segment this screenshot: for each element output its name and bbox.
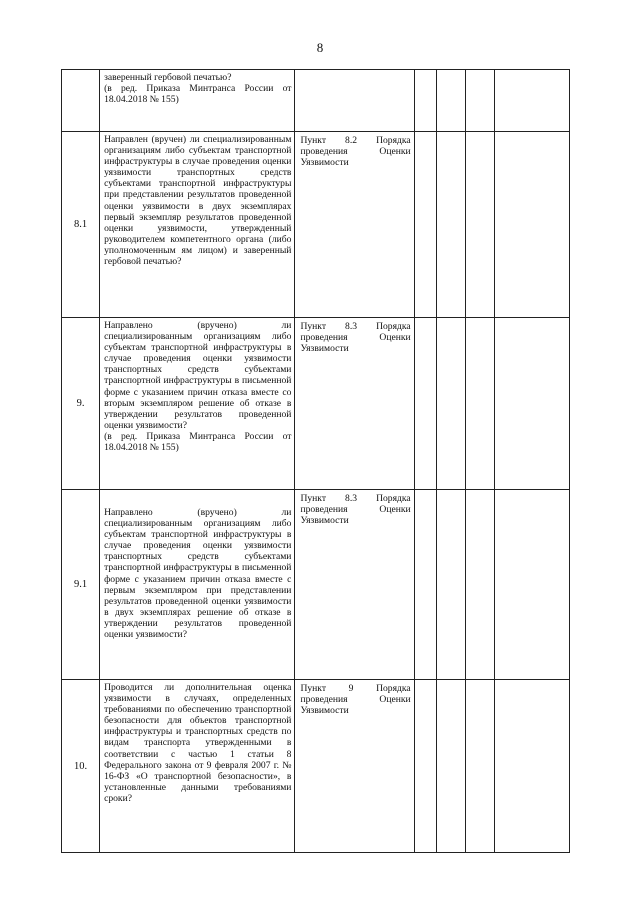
remarks-cell (494, 490, 569, 680)
table-row (62, 132, 570, 318)
answer-yes-cell (414, 680, 436, 853)
item-number: 9. (62, 318, 100, 490)
answer-na-cell (465, 490, 494, 680)
answer-na-cell (465, 318, 494, 490)
reference-text: Пункт 8.3 Порядка проведения Оценки Уязвимости (300, 321, 411, 355)
remarks-cell (494, 318, 569, 490)
answer-na-cell (465, 132, 494, 318)
checklist-table (61, 69, 570, 853)
remarks-cell (494, 70, 569, 132)
answer-na-cell (465, 70, 494, 132)
answer-yes-cell (414, 132, 436, 318)
answer-yes-cell (414, 70, 436, 132)
table-row (62, 318, 570, 490)
question-text: Направлен (вручен) ли специализированным организациям либо субъектам транспортной инфраструктуры в случае проведения оценки уязвимости транспортных средств субъектами транспортной инфраструктуры при представлении результатов проведенной оценки уязвимости в двух экземплярах первый экземпляр результатов проведенной оценки уязвимости, утвержденный руководителем компетентного органа (либо уполномоченным ям лицом) и заверенный гербовой печатью? (104, 134, 292, 268)
question-cell (100, 680, 295, 853)
answer-na-cell (465, 680, 494, 853)
answer-no-cell (436, 490, 465, 680)
reference-cell (295, 132, 414, 318)
remarks-cell (494, 132, 569, 318)
amendment-note: (в ред. Приказа Минтранса России от 18.04.2018 № 155) (104, 430, 292, 454)
answer-yes-cell (414, 490, 436, 680)
answer-no-cell (436, 132, 465, 318)
reference-text: Пункт 8.2 Порядка проведения Оценки Уязвимости (300, 135, 411, 169)
item-number: 8.1 (62, 132, 100, 318)
answer-no-cell (436, 318, 465, 490)
item-number (62, 70, 100, 132)
question-cell (100, 318, 295, 490)
answer-no-cell (436, 680, 465, 853)
remarks-cell (494, 680, 569, 853)
page-number: 8 (316, 40, 324, 55)
reference-text: Пункт 8.3 Порядка проведения Оценки Уязвимости (300, 493, 411, 527)
reference-text: Пункт 9 Порядка проведения Оценки Уязвимости (300, 683, 411, 717)
table-row (62, 680, 570, 853)
table-row (62, 490, 570, 680)
reference-cell (295, 680, 414, 853)
item-number: 10. (62, 680, 100, 853)
answer-yes-cell (414, 318, 436, 490)
reference-cell (295, 70, 414, 132)
reference-cell (295, 490, 414, 680)
reference-cell (295, 318, 414, 490)
question-cell (100, 70, 295, 132)
question-text: Направлено (вручено) ли специализированным организациям либо субъектам транспортной инфраструктуры в случае проведения оценки уязвимости транспортных средств субъектами транспортной инфраструктуры в письменной форме с указанием причин отказа вместе со вторым экземпляром решение об отказе в утверждении результатов проведенной оценки уязвимости? (104, 320, 292, 431)
answer-no-cell (436, 70, 465, 132)
question-text: заверенный гербовой печатью? (104, 72, 232, 83)
question-cell (100, 132, 295, 318)
amendment-note: (в ред. Приказа Минтранса России от 18.04.2018 № 155) (104, 83, 292, 106)
question-text: Проводится ли дополнительная оценка уязвимости в случаях, определенных требованиями по обеспечению транспортной безопасности для объектов транспортной инфраструктуры и транспортных средств по видам транспорта утвержденными в соответствии с частью 1 статьи 8 Федерального закона от 9 февраля 2007 г. № 16-ФЗ «О транспортной безопасности», в установленные данными требованиями сроки? (104, 682, 292, 804)
table-row (62, 70, 570, 132)
question-cell (100, 490, 295, 680)
item-number: 9.1 (62, 490, 100, 680)
question-text: Направлено (вручено) ли специализированным организациям либо субъектам транспортной инфраструктуры в случае проведения оценки уязвимости транспортных средств субъектами транспортной инфраструктуры в письменной форме с указанием причин отказа вместе с первым экземпляром при представлении результатов проведенной оценки уязвимости в двух экземплярах решение об отказе в утверждении результатов проведенной оценки уязвимости? (104, 507, 292, 641)
